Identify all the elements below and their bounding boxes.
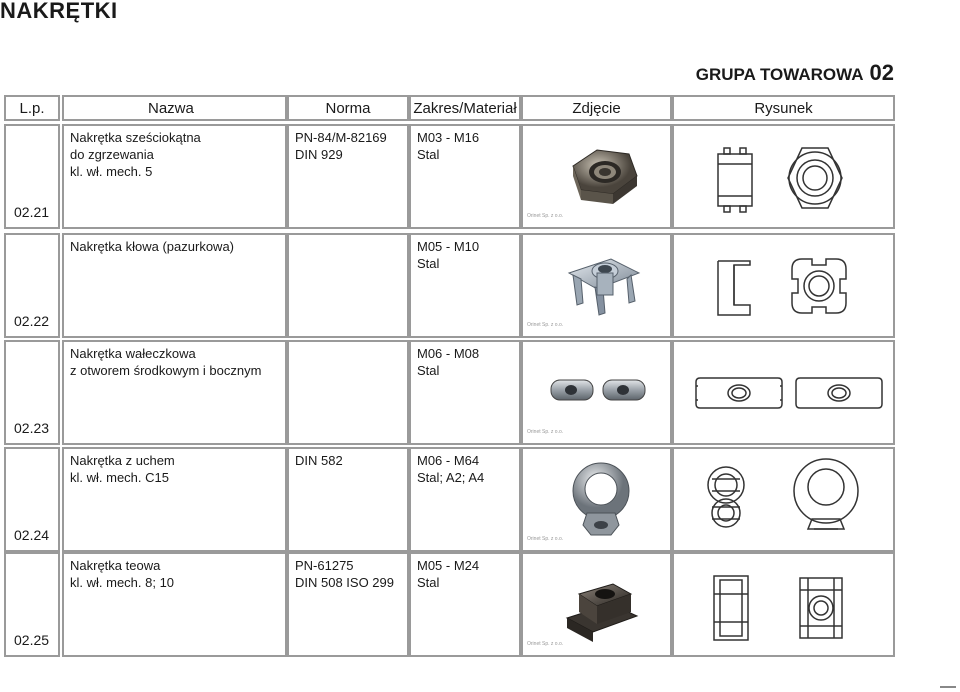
row-name [62, 447, 287, 552]
range-line: M03 - M16 [417, 130, 480, 145]
name-line: kl. wł. mech. C15 [70, 470, 169, 485]
group-heading [696, 60, 894, 86]
header-range: Zakres/Materiał [409, 95, 521, 121]
row-lp: 02.22 [4, 233, 60, 338]
corner-mark [940, 686, 956, 688]
row-norm [287, 233, 409, 338]
row-drawing [672, 552, 895, 657]
row-name [62, 340, 287, 445]
header-photo: Zdjęcie [521, 95, 672, 121]
row-lp: 02.25 [4, 552, 60, 657]
group-label: GRUPA TOWAROWA [695, 65, 864, 84]
range-line: M05 - M10 [417, 239, 480, 254]
range-line: M06 - M08 [417, 346, 480, 361]
norm-line: PN-84/M-82169 [295, 130, 387, 145]
header-drawing: Rysunek [672, 95, 895, 121]
range-line: M05 - M24 [417, 558, 480, 573]
row-range [409, 124, 521, 229]
row-range [409, 552, 521, 657]
row-range [409, 340, 521, 445]
name-line: Nakrętka wałeczkowa [70, 346, 196, 361]
row-drawing [672, 447, 895, 552]
name-line: Nakrętka teowa [70, 558, 161, 573]
range-line: Stal [417, 363, 440, 378]
range-line: Stal [417, 256, 440, 271]
row-name [62, 552, 287, 657]
row-photo [521, 233, 672, 338]
range-line: Stal [417, 147, 440, 162]
header-norm: Norma [287, 95, 409, 121]
row-name [62, 124, 287, 229]
photo-watermark: Orinet Sp. z o.o. [527, 429, 564, 435]
range-line: Stal; A2; A4 [417, 470, 485, 485]
photo-watermark: Orinet Sp. z o.o. [527, 536, 564, 542]
row-name [62, 233, 287, 338]
row-norm [287, 340, 409, 445]
range-line: M06 - M64 [417, 453, 480, 468]
photo-watermark: Orinet Sp. z o.o. [527, 641, 564, 647]
norm-line: PN-61275 [295, 558, 354, 573]
row-drawing [672, 233, 895, 338]
row-norm [287, 552, 409, 657]
page-title: NAKRĘTKI [0, 0, 118, 23]
name-line: kl. wł. mech. 5 [70, 164, 153, 179]
range-line: Stal [417, 575, 440, 590]
row-lp: 02.23 [4, 340, 60, 445]
name-line: Nakrętka sześciokątna [70, 130, 201, 145]
row-drawing [672, 340, 895, 445]
header-name: Nazwa [62, 95, 287, 121]
name-line: Nakrętka z uchem [70, 453, 175, 468]
norm-line: DIN 582 [295, 453, 343, 468]
row-photo [521, 552, 672, 657]
row-photo [521, 340, 672, 445]
photo-watermark: Orinet Sp. z o.o. [527, 322, 564, 328]
photo-watermark: Orinet Sp. z o.o. [527, 213, 564, 219]
row-norm [287, 124, 409, 229]
name-line: Nakrętka kłowa (pazurkowa) [70, 239, 235, 254]
name-line: kl. wł. mech. 8; 10 [70, 575, 175, 590]
row-lp: 02.21 [4, 124, 60, 229]
row-range [409, 447, 521, 552]
header-lp: L.p. [4, 95, 60, 121]
norm-line: DIN 508 ISO 299 [295, 575, 394, 590]
name-line: z otworem środkowym i bocznym [70, 363, 262, 378]
name-line: do zgrzewania [70, 147, 154, 162]
row-drawing [672, 124, 895, 229]
row-range [409, 233, 521, 338]
group-number: 02 [869, 60, 894, 85]
row-photo [521, 124, 672, 229]
row-lp: 02.24 [4, 447, 60, 552]
norm-line: DIN 929 [295, 147, 343, 162]
row-norm [287, 447, 409, 552]
row-photo [521, 447, 672, 552]
